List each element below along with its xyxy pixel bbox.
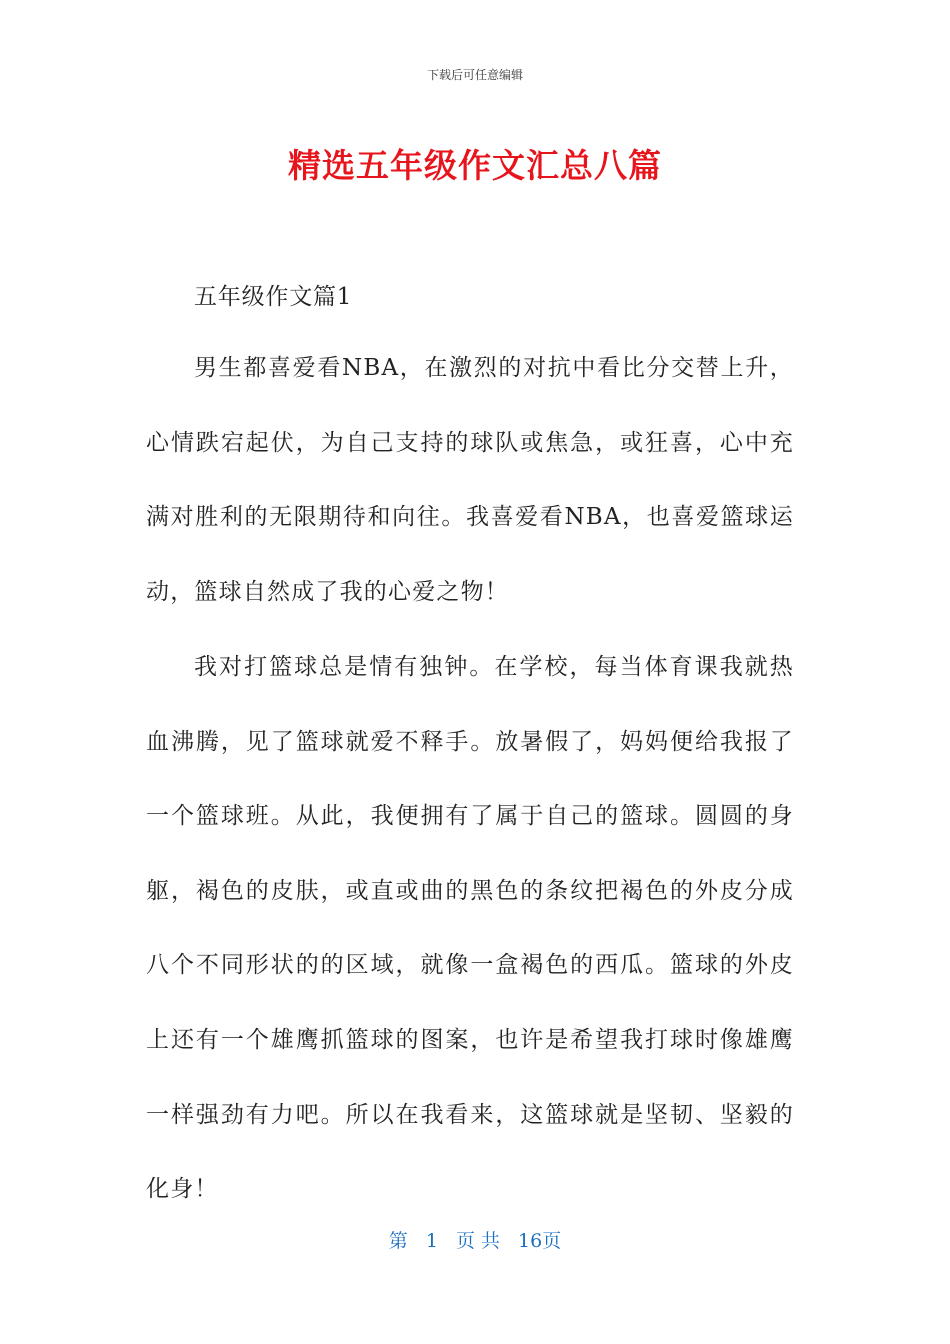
footer-current-page: 1 bbox=[425, 1230, 438, 1252]
page-footer bbox=[0, 1226, 950, 1253]
body-paragraph: 我对打篮球总是情有独钟。在学校，每当体育课我就热血沸腾，见了篮球就爱不释手。放暑假了，妈妈便给我报了一个篮球班。从此，我便拥有了属于自己的篮球。圆圆的身躯，褐色的皮肤，或直或曲的黑色的条纹把褐色的外皮分成八个不同形状的的区域，就像一盒褐色的西瓜。篮球的外皮上还有一个雄鹰抓篮球的图案，也许是希望我打球时像雄鹰一样强劲有力吧。所以在我看来，这篮球就是坚韧、坚毅的化身！ bbox=[146, 654, 794, 1203]
section-heading: 五年级作文篇1 bbox=[194, 284, 353, 310]
footer-prefix: 第 bbox=[388, 1230, 408, 1252]
body-paragraph: 男生都喜爱看NBA，在激烈的对抗中看比分交替上升，心情跌宕起伏，为自己支持的球队或焦急，或狂喜，心中充满对胜利的无限期待和向往。我喜爱看NBA，也喜爱篮球运动，篮球自然成了我的心爱之物！ bbox=[146, 355, 794, 605]
footer-total-pages: 16页 bbox=[518, 1230, 562, 1252]
footer-middle: 页 共 bbox=[455, 1230, 500, 1252]
document-title: 精选五年级作文汇总八篇 bbox=[288, 146, 662, 185]
page-header-note: 下载后可任意编辑 bbox=[426, 68, 523, 82]
